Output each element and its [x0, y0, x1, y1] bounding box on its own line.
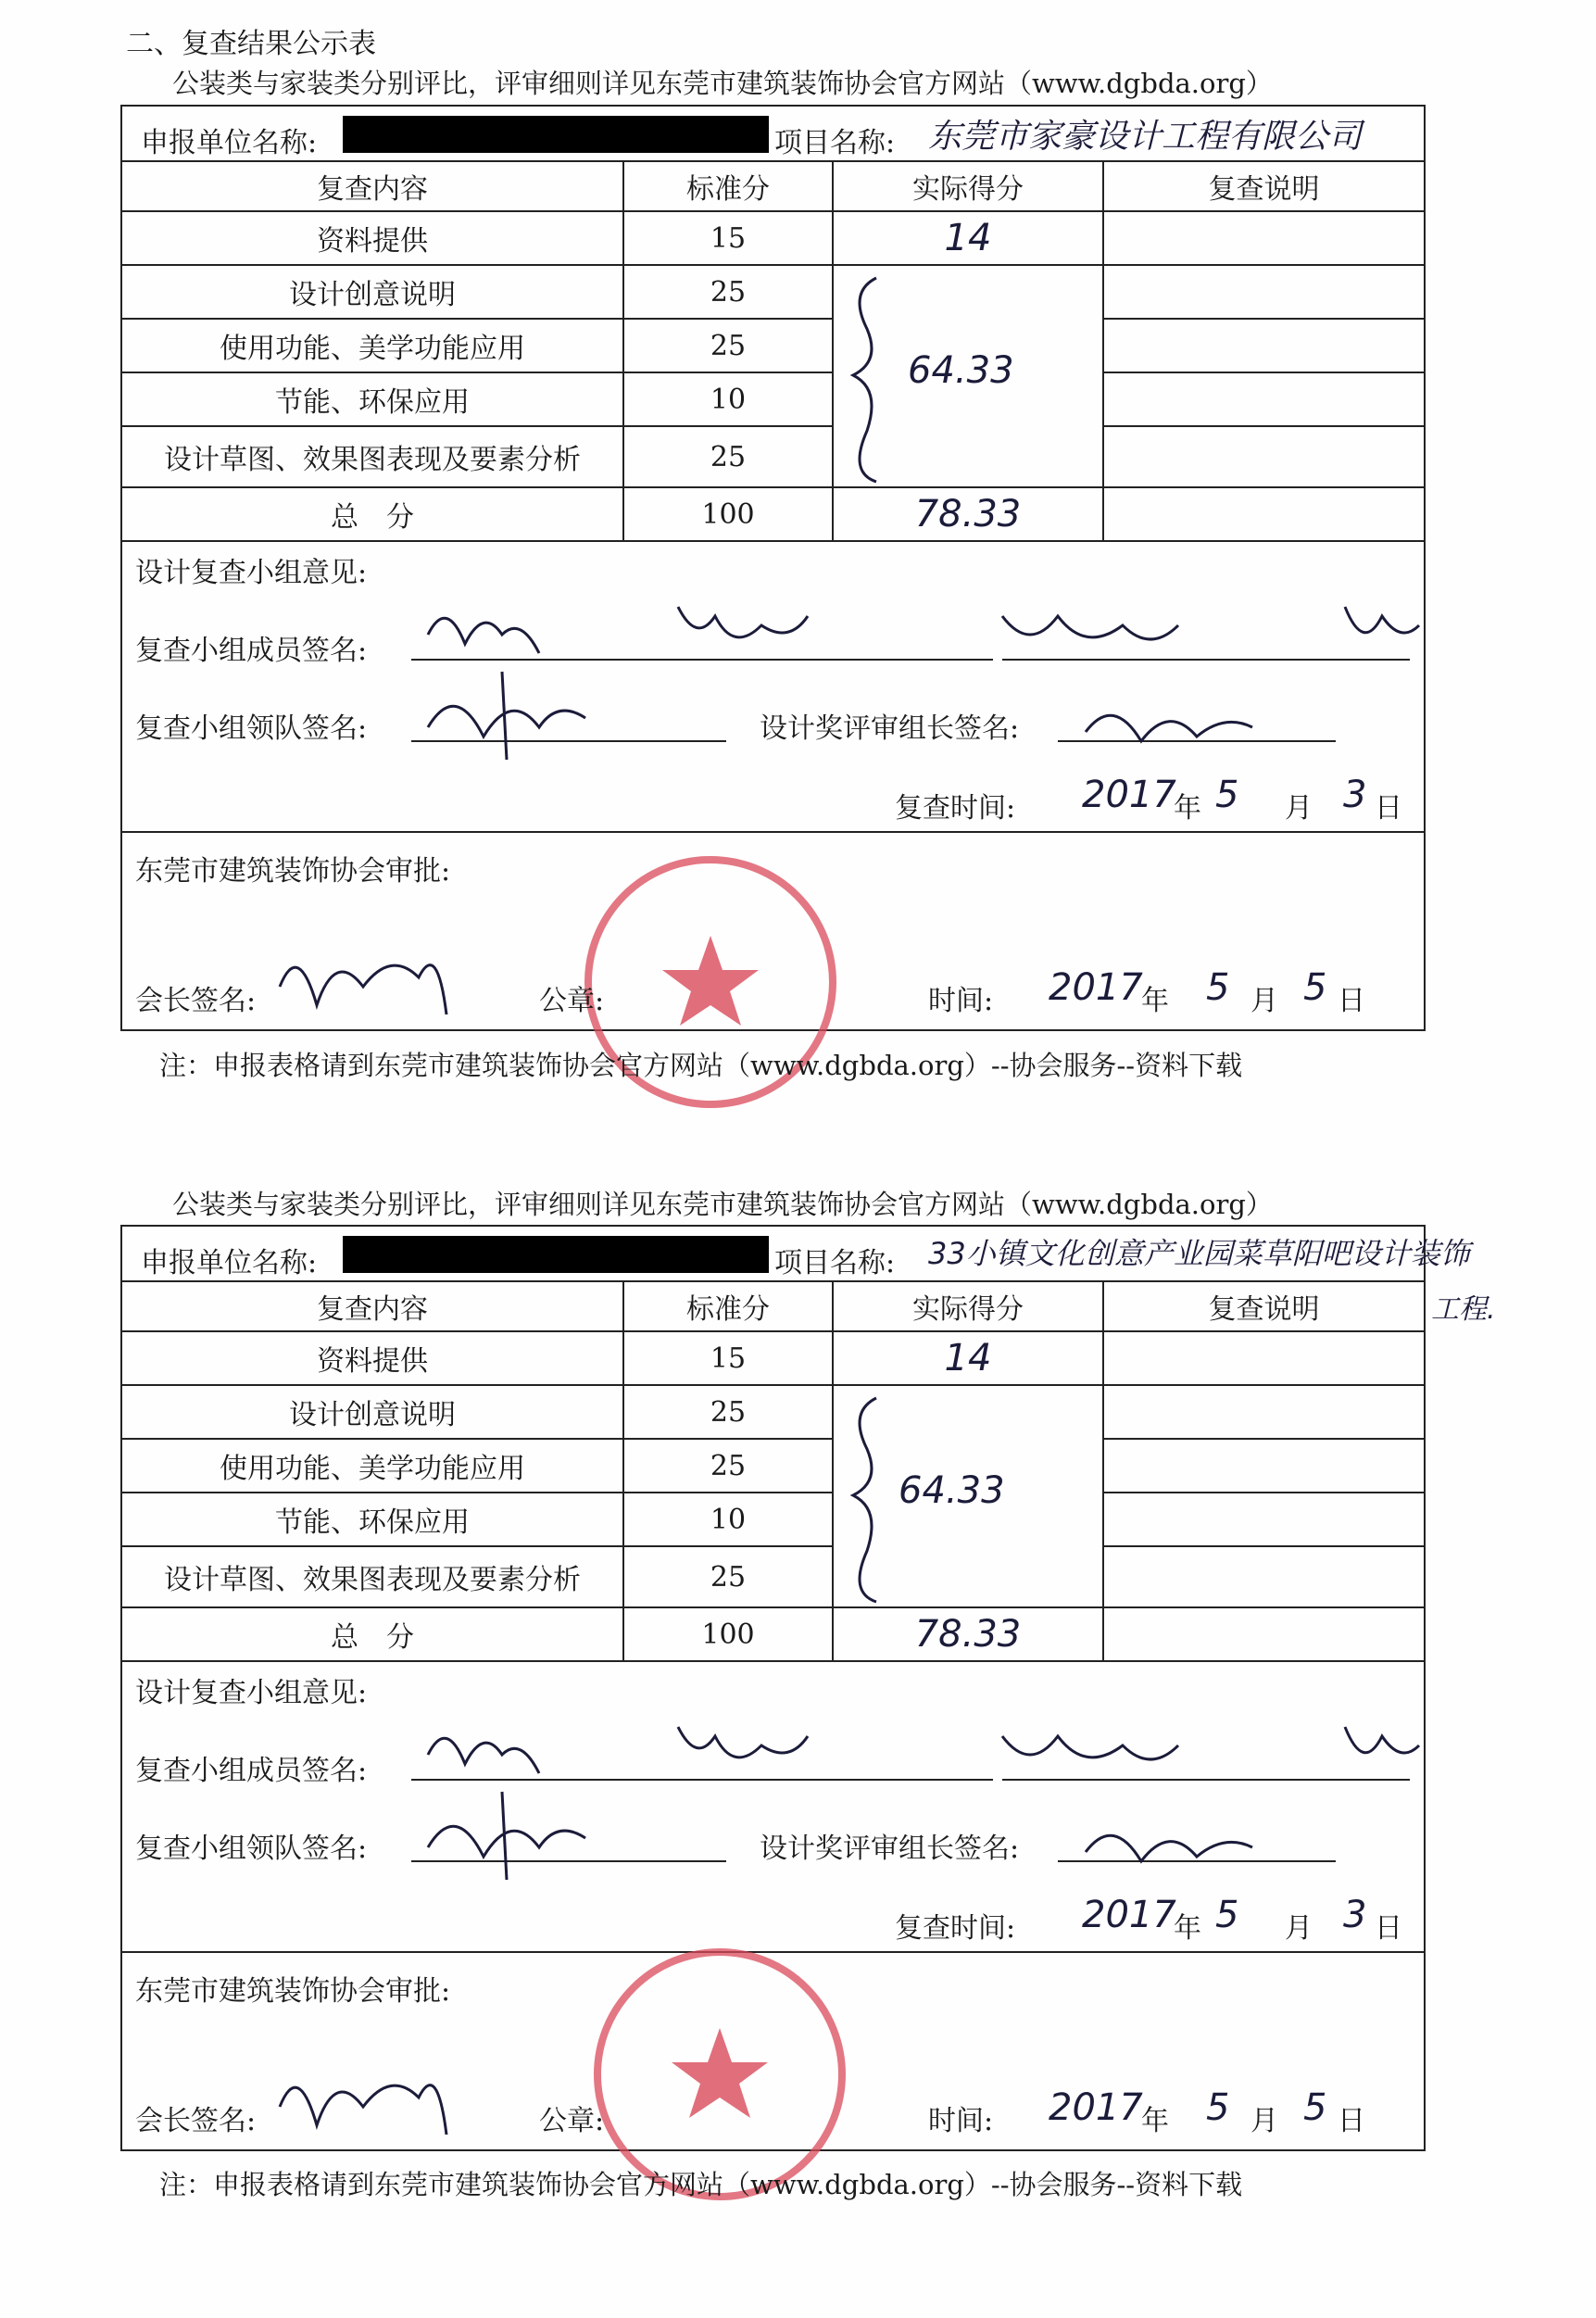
form1-member-signatures	[419, 579, 1438, 672]
form2-criterion: 设计草图、效果图表现及要素分析	[121, 1546, 623, 1607]
form2-score: 14	[833, 1331, 1103, 1385]
form2-criterion: 设计创意说明	[121, 1385, 623, 1439]
form1-signature-block	[122, 542, 1424, 1029]
form2-notes-cell	[1103, 1607, 1425, 1661]
form1-header-score: 实际得分	[833, 161, 1103, 211]
form2-standard: 15	[623, 1331, 833, 1385]
form2-grouped-score-cell	[833, 1385, 1103, 1607]
form1-criterion: 设计草图、效果图表现及要素分析	[121, 426, 623, 487]
form1-review-table	[120, 105, 1426, 1031]
form1-approval-month: 5	[1206, 966, 1230, 1009]
form2-criterion: 使用功能、美学功能应用	[121, 1439, 623, 1493]
form2-review-time-label: 复查时间:	[895, 1912, 1016, 1945]
form2-header-content: 复查内容	[121, 1281, 623, 1331]
form1-redacted-applicant	[343, 116, 769, 153]
form1-seal-label: 公章:	[539, 985, 605, 1017]
form2-review-year-label: 年	[1174, 1912, 1201, 1945]
form1-header-content: 复查内容	[121, 161, 623, 211]
form1-members-label: 复查小组成员签名:	[135, 635, 368, 667]
form2-members-label: 复查小组成员签名:	[135, 1755, 368, 1787]
form1-review-year-label: 年	[1174, 792, 1201, 825]
form1-project-label: 项目名称:	[774, 127, 896, 159]
form1-review-month: 5	[1215, 774, 1239, 816]
form2-approval-year: 2017	[1049, 2086, 1143, 2129]
form2-approval-day: 5	[1303, 2086, 1327, 2129]
form1-applicant-label: 申报单位名称:	[141, 127, 318, 159]
form2-notes-cell	[1103, 1546, 1425, 1607]
form1-grouped-score: 64.33	[908, 349, 1014, 392]
form2-notes-cell	[1103, 1385, 1425, 1439]
form1-review-time-label: 复查时间:	[895, 792, 1016, 825]
form2-review-month-label: 月	[1285, 1912, 1313, 1945]
form1-header-notes: 复查说明	[1103, 161, 1425, 211]
form2-total-score: 78.33	[833, 1607, 1103, 1661]
form2-leader-label: 复查小组领队签名:	[135, 1833, 368, 1865]
form1-review-day: 3	[1343, 774, 1367, 816]
form2-project-name-continuation: 工程.	[1431, 1293, 1496, 1326]
form1-standard: 10	[623, 372, 833, 426]
form1-notes-cell	[1103, 319, 1425, 372]
form1-criterion: 资料提供	[121, 211, 623, 265]
form2-header-standard: 标准分	[623, 1281, 833, 1331]
form2-leader-signature	[419, 1783, 604, 1884]
form2-redacted-applicant	[343, 1236, 769, 1273]
form1-approval-divider	[122, 831, 1424, 833]
form1-total-score: 78.33	[833, 487, 1103, 541]
form1-review-day-label: 日	[1375, 792, 1402, 825]
form2-header-notes	[1103, 1281, 1425, 1331]
form2-standard: 25	[623, 1546, 833, 1607]
form1-standard: 25	[623, 319, 833, 372]
form1-total-label: 总 分	[121, 487, 623, 541]
form2-approval-month: 5	[1206, 2086, 1230, 2129]
form2-total-label: 总 分	[121, 1607, 623, 1661]
form2-seal-label: 公章:	[539, 2105, 605, 2137]
form1-criterion: 设计创意说明	[121, 265, 623, 319]
form2-standard: 25	[623, 1385, 833, 1439]
form1-time-label: 时间:	[928, 985, 994, 1017]
form2-review-day-label: 日	[1375, 1912, 1402, 1945]
form2-judge-label: 设计奖评审组长签名:	[760, 1833, 1020, 1865]
form1-notes-cell	[1103, 487, 1425, 541]
form1-notes-cell	[1103, 372, 1425, 426]
form1-president-label: 会长签名:	[135, 985, 257, 1017]
form2-standard: 10	[623, 1493, 833, 1546]
form2-opinion-label: 设计复查小组意见:	[135, 1677, 368, 1709]
form2-approval-year-label: 年	[1141, 2105, 1169, 2137]
form1-applicant-row	[122, 107, 1424, 160]
form1-standard: 25	[623, 265, 833, 319]
form2-member-signatures	[419, 1699, 1438, 1792]
form2-judge-signature	[1076, 1796, 1271, 1880]
form1-review-month-label: 月	[1285, 792, 1313, 825]
form1-opinion-label: 设计复查小组意见:	[135, 557, 368, 589]
form1-approval-year-label: 年	[1141, 985, 1169, 1017]
form2-review-year: 2017	[1082, 1894, 1176, 1936]
form2-criterion: 节能、环保应用	[121, 1493, 623, 1546]
form2-notes-cell	[1103, 1439, 1425, 1493]
form2-approval-month-label: 月	[1250, 2105, 1278, 2137]
form1-header-standard: 标准分	[623, 161, 833, 211]
form2-brace-mark	[839, 1393, 895, 1606]
form2-review-month: 5	[1215, 1894, 1239, 1936]
form1-notes-cell	[1103, 265, 1425, 319]
section-heading: 二、复查结果公示表	[126, 28, 376, 60]
form1-notes-cell	[1103, 211, 1425, 265]
form1-judge-signature	[1076, 676, 1271, 760]
form2-grouped-score: 64.33	[899, 1469, 1005, 1512]
form2-review-day: 3	[1343, 1894, 1367, 1936]
form1-criterion: 节能、环保应用	[121, 372, 623, 426]
form2-project-name: 33小镇文化创意产业园菜草阳吧设计装饰	[928, 1236, 1470, 1271]
form1-standard: 25	[623, 426, 833, 487]
form2-time-label: 时间:	[928, 2105, 994, 2137]
form1-project-name: 东莞市家豪设计工程有限公司	[928, 118, 1363, 156]
form1-approval-year: 2017	[1049, 966, 1143, 1009]
form2-standard: 25	[623, 1439, 833, 1493]
form2-applicant-row	[122, 1227, 1470, 1280]
form2-criterion: 资料提供	[121, 1331, 623, 1385]
form1-approval-day: 5	[1303, 966, 1327, 1009]
form1-standard: 15	[623, 211, 833, 265]
form2-notes-cell	[1103, 1331, 1425, 1385]
form1-footnote: 注：申报表格请到东莞市建筑装饰协会官方网站（www.dgbda.org）--协会服务--资料下载	[159, 1050, 1243, 1081]
form1-criterion: 使用功能、美学功能应用	[121, 319, 623, 372]
form1-president-signature	[261, 922, 465, 1024]
form1-intro: 公装类与家装类分别评比，评审细则详见东莞市建筑装饰协会官方网站（www.dgbda.org）	[172, 68, 1273, 99]
form1-approval-month-label: 月	[1250, 985, 1278, 1017]
form1-approval-label: 东莞市建筑装饰协会审批:	[135, 855, 451, 888]
form2-footnote: 注：申报表格请到东莞市建筑装饰协会官方网站（www.dgbda.org）--协会服务--资料下载	[159, 2169, 1243, 2200]
form2-president-signature	[261, 2042, 465, 2144]
form1-total-standard: 100	[623, 487, 833, 541]
form2-applicant-label: 申报单位名称:	[141, 1247, 318, 1279]
form2-header-notes-label: 复查说明	[1208, 1293, 1320, 1326]
form2-approval-day-label: 日	[1338, 2105, 1365, 2137]
form2-notes-cell	[1103, 1493, 1425, 1546]
form2-signature-block	[122, 1662, 1424, 2149]
form2-project-label: 项目名称:	[774, 1247, 896, 1279]
form1-notes-cell	[1103, 426, 1425, 487]
form2-approval-label: 东莞市建筑装饰协会审批:	[135, 1975, 451, 2008]
form1-leader-signature	[419, 662, 604, 764]
form2-president-label: 会长签名:	[135, 2105, 257, 2137]
form2-total-standard: 100	[623, 1607, 833, 1661]
form1-score: 14	[833, 211, 1103, 265]
form1-approval-day-label: 日	[1338, 985, 1365, 1017]
form1-review-year: 2017	[1082, 774, 1176, 816]
form1-judge-label: 设计奖评审组长签名:	[760, 712, 1020, 745]
form2-intro: 公装类与家装类分别评比，评审细则详见东莞市建筑装饰协会官方网站（www.dgbda.org）	[172, 1189, 1273, 1220]
form1-grouped-score-cell	[833, 265, 1103, 487]
form1-brace-mark	[839, 273, 895, 486]
form2-header-score: 实际得分	[833, 1281, 1103, 1331]
form1-leader-label: 复查小组领队签名:	[135, 712, 368, 745]
